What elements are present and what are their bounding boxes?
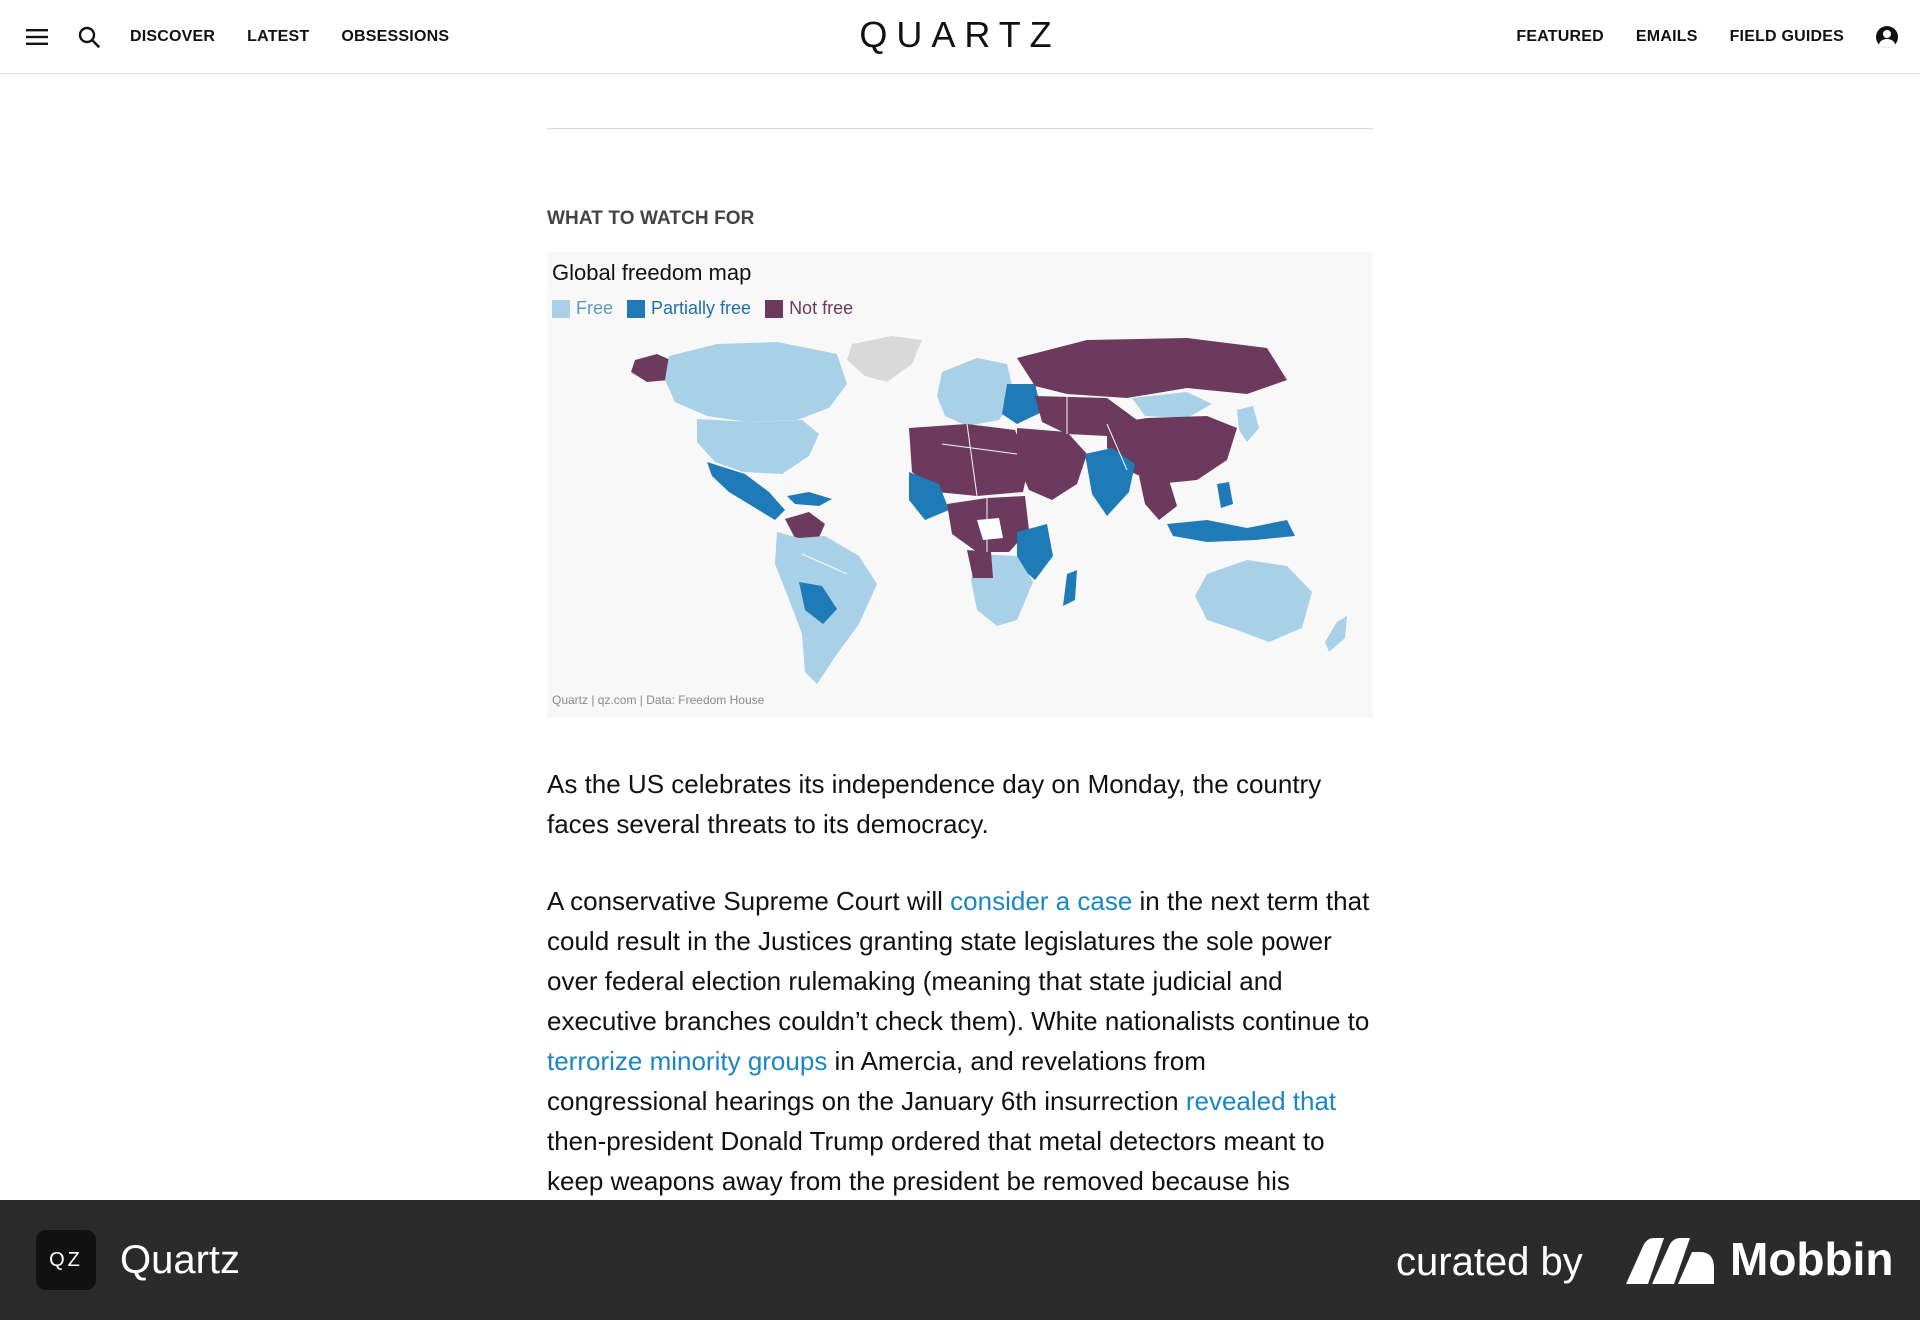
legend-label-not-free: Not free xyxy=(789,298,854,318)
nav-featured[interactable]: FEATURED xyxy=(1516,28,1604,45)
account-icon-body xyxy=(1879,39,1895,48)
legend-label-partially-free: Partially free xyxy=(651,298,752,318)
nav-discover[interactable]: DISCOVER xyxy=(130,28,216,45)
account-icon-head xyxy=(1883,30,1891,38)
article-paragraph-1: As the US celebrates its independence day on Monday, the country faces several threats to its democracy. xyxy=(547,769,1322,839)
map-region-se-asia xyxy=(1139,476,1177,520)
chart-credit: Quartz | qz.com | Data: Freedom House xyxy=(552,693,765,707)
legend-item-partially-free xyxy=(627,298,751,319)
map-region-russia xyxy=(1017,338,1287,398)
header-left xyxy=(22,0,481,74)
map-region-canada xyxy=(665,342,847,422)
nav-field-guides[interactable]: FIELD GUIDES xyxy=(1729,28,1844,45)
map-region-caribbean xyxy=(787,492,832,506)
section-divider xyxy=(547,128,1373,129)
chart-title: Global freedom map xyxy=(552,260,752,285)
map-region-mongolia xyxy=(1132,392,1212,418)
mobbin-logo-icon xyxy=(1626,1238,1714,1284)
legend-label-free: Free xyxy=(576,298,614,318)
nav-latest[interactable]: LATEST xyxy=(247,28,310,45)
map-region-europe-west xyxy=(937,358,1015,426)
map-region-europe-east xyxy=(1002,384,1042,424)
p2-text-1: A conservative Supreme Court will xyxy=(547,886,951,916)
map-region-greenland xyxy=(847,336,922,382)
account-icon[interactable] xyxy=(1876,26,1898,48)
map-region-new-zealand xyxy=(1325,616,1347,652)
link-terrorize-minority-groups[interactable]: terrorize minority groups xyxy=(547,1046,828,1076)
freedom-map-chart xyxy=(547,252,1373,718)
nav-emails[interactable]: EMAILS xyxy=(1635,28,1698,45)
curation-footer xyxy=(0,1200,1920,1320)
p2-text-3: in Amercia, and revelations from congressional hearings on the January 6th insurrection xyxy=(547,1046,1206,1116)
legend-swatch-not-free xyxy=(765,300,783,318)
map-region-australia xyxy=(1195,560,1312,642)
legend-swatch-partially-free xyxy=(627,300,645,318)
curated-by-label: curated by xyxy=(1396,1240,1583,1284)
map-region-angola xyxy=(967,550,993,578)
chart-legend xyxy=(552,298,867,319)
nav-obsessions[interactable]: OBSESSIONS xyxy=(341,28,450,45)
site-header xyxy=(0,0,1920,74)
map-region-japan xyxy=(1237,406,1259,442)
p2-text-4: then-president Donald Trump ordered that metal detectors meant to keep weapons away from the president be removed because his xyxy=(547,1126,1325,1196)
quartz-logo[interactable]: QUARTZ xyxy=(859,14,1061,55)
legend-swatch-free xyxy=(552,300,570,318)
article-paragraph-2 xyxy=(547,881,1373,1201)
map-region-philippines xyxy=(1217,482,1233,508)
p2-text-2: in the next term that could result in the Justices granting state legislatures the sole power over federal election rulemaking (meaning that state judicial and executive branches couldn’t check them). White nationalists continue to xyxy=(547,886,1370,1036)
app-name: Quartz xyxy=(120,1238,241,1282)
world-map xyxy=(547,324,1373,690)
legend-item-free xyxy=(552,298,613,319)
section-label: WHAT TO WATCH FOR xyxy=(547,208,755,229)
map-region-madagascar xyxy=(1063,570,1077,606)
legend-item-not-free xyxy=(765,298,853,319)
header-right xyxy=(1516,0,1898,74)
map-region-indonesia xyxy=(1167,520,1295,542)
hamburger-menu-icon[interactable] xyxy=(22,22,52,52)
quartz-app-icon: QZ xyxy=(36,1230,96,1290)
link-consider-a-case[interactable]: consider a case xyxy=(950,886,1133,916)
link-revealed-that[interactable]: revealed that xyxy=(1185,1086,1337,1116)
mobbin-wordmark: Mobbin xyxy=(1730,1233,1894,1285)
search-icon[interactable] xyxy=(74,22,104,52)
